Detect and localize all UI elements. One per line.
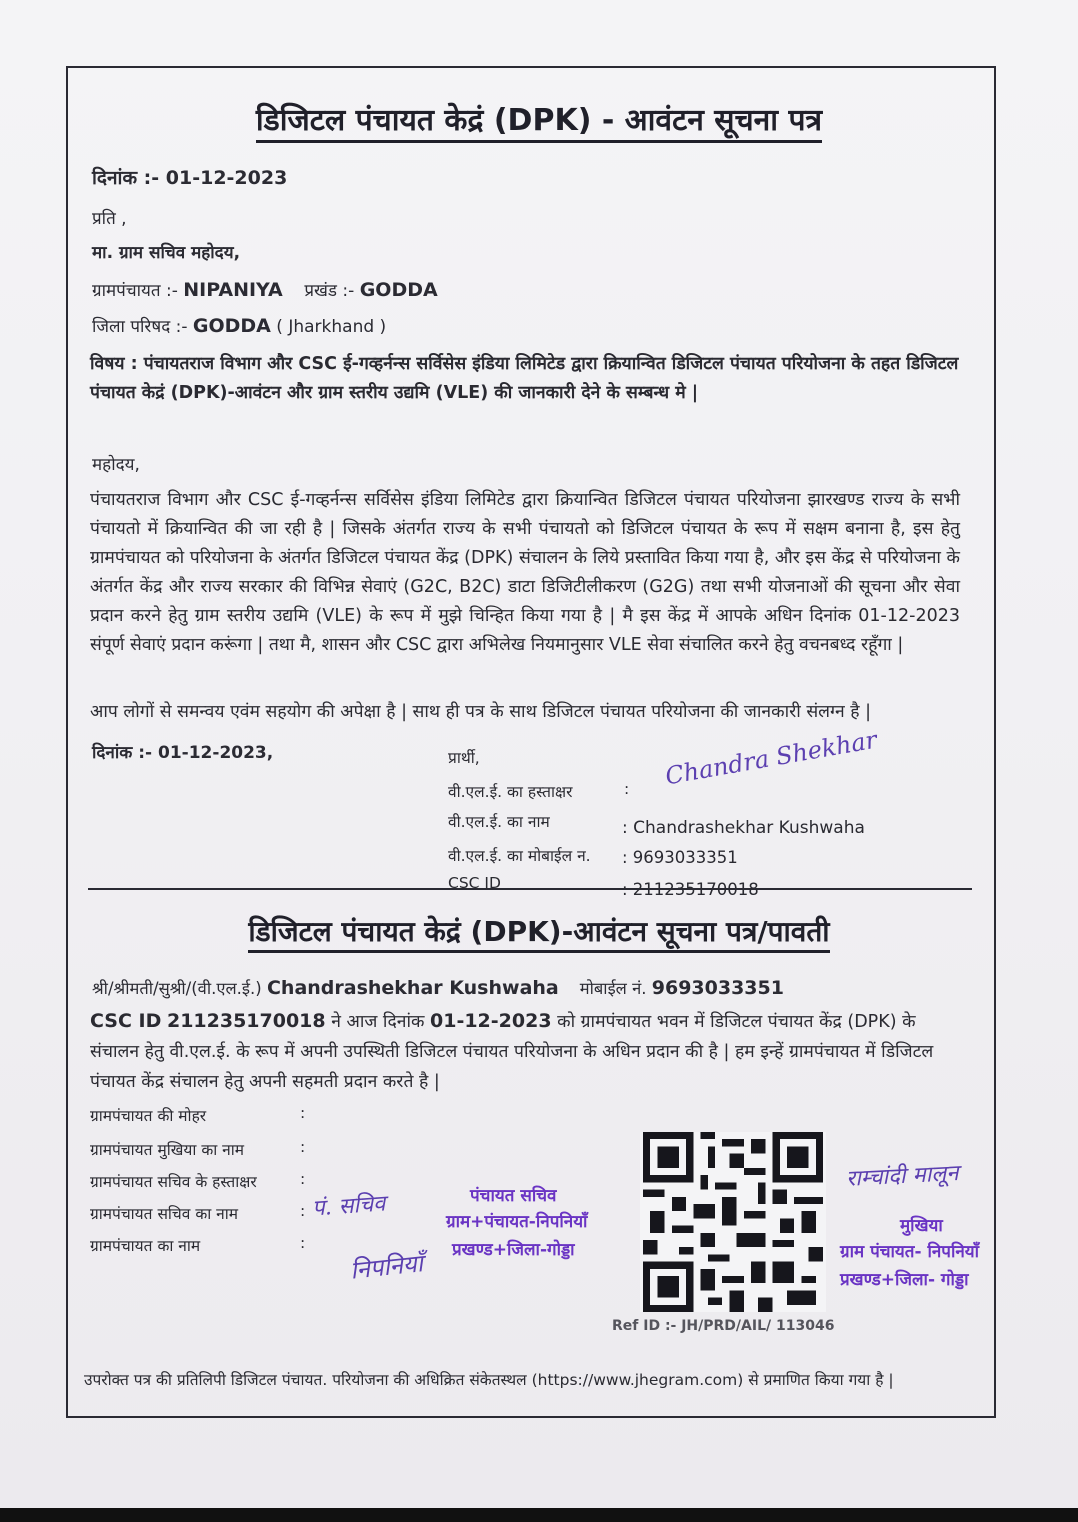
secretary-handwriting-2: निपनियाँ [348,1249,425,1285]
mukhiya-stamp-line-3: प्रखण्ड+जिला- गोड्डा [840,1270,969,1290]
secretary-handwriting-1: पं. सचिव [311,1191,387,1222]
secretary-stamp-line-1: पंचायत सचिव [470,1186,557,1206]
panchayat-block-line: ग्रामपंचायत :- NIPANIYA प्रखंड :- GODDA [92,279,438,301]
csc-id: : 211235170018 [622,880,759,899]
field-panchayat-colon: : [300,1234,306,1252]
subject: विषय : पंचायतराज विभाग और CSC ई-गव्हर्नन्स सर्विसेस इंडिया लिमिटेड द्वारा क्रियान्वित डिजिटल पंचायत परियोजना के तहत डिजिटल पंचायत केद्रं (DPK)-आवंटन और ग्राम स्तरीय उद्यमि (VLE) की जानकारी देने के सम्बन्ध मे | [90,354,959,403]
secretary-stamp-line-3: प्रखण्ड+जिला-गोड्डा [452,1240,575,1260]
field-secretary-sign-colon: : [300,1170,306,1188]
field-mukhiya-colon: : [300,1138,306,1156]
letter-body: पंचायतराज विभाग और CSC ई-गव्हर्नन्स सर्विसेस इंडिया लिमिटेड द्वारा क्रियान्वित डिजिटल पंचायत परियोजना झारखण्ड राज्य के सभी पंचायतो में क्रियान्वित की जा रही है | जिसके अंतर्गत राज्य के सभी पंचायतो को डिजिटल पंचायत के रूप में सक्षम बनाना है, इस हेतु ग्रामपंचायत को परियोजना के अंतर्गत डिजिटल पंचायत केंद्र (DPK) संचालन के लिये प्रस्तावित किया गया है, और इस केंद्र से परियोजना के अंतर्गत केंद्र और राज्य सरकार की विभिन्न सेवाएं (G2C, B2C) डाटा डिजिटीलीकरण (G2G) तथा सभी योजनाओं की सूचना और सेवा प्रदान करने हेतु ग्राम स्तरीय उद्यमि (VLE) के रूप में मुझे चिन्हित किया गया है | मै इस केंद्र में आपके अधिन दिनांक 01-12-2023 संपूर्ण सेवाएं प्रदान करूंगा | तथा मै, शासन और CSC द्वारा अभिलेख नियमानुसार VLE सेवा संचालित करने हेतु वचनबध्द रहूँगा | [90,490,960,655]
vle-signature: Chandra Shekhar [663,725,880,791]
date-line-2: दिनांक :- 01-12-2023, [92,743,274,763]
field-seal-colon: : [300,1104,306,1122]
vle-mobile-label: वी.एल.ई. का मोबाईल न. [448,847,591,865]
district-line: जिला परिषद :- GODDA ( Jharkhand ) [92,315,387,337]
receipt-body: CSC ID 211235170018 ने आज दिनांक 01-12-2023 को ग्रामपंचायत भवन में डिजिटल पंचायत केंद्र (DPK) के संचालन हेतु वी.एल.ई. के रूप में अपनी उपस्थिती डिजिटल पंचायत परियोजना के अधिन प्रदान की है | हम इन्हें ग्रामपंचायत में डिजिटल पंचायत केंद्र संचालन हेतु अपनी सहमती प्रदान करते है | [90,1010,934,1092]
csc-id-label: CSC ID [448,874,501,892]
prati-line: प्रति , [92,209,127,229]
field-seal: ग्रामपंचायत की मोहर [90,1107,207,1125]
receipt-name-line: श्री/श्रीमती/सुश्री/(वी.एल.ई.) Chandrashekhar Kushwaha मोबाईल नं. 9693033351 [92,977,784,999]
vle-name-label: वी.एल.ई. का नाम [448,813,550,831]
secretary-stamp-line-2: ग्राम+पंचायत-निपनियाँ [446,1212,588,1232]
footer-note: उपरोक्त पत्र की प्रतिलिपी डिजिटल पंचायत. परियोजना की अधिक्रित संकेतस्थल (https://www.jhegram.com) से प्रमाणित किया गया है | [84,1371,894,1389]
field-secretary-name: ग्रामपंचायत सचिव का नाम [90,1205,239,1223]
receipt-title: डिजिटल पंचायत केद्रं (DPK)-आवंटन सूचना पत्र/पावती [0,912,1078,950]
qr-code [640,1132,826,1312]
vle-mobile: : 9693033351 [622,848,738,867]
mukhiya-signature: राम्चांदी मालून [845,1161,960,1192]
addressee: मा. ग्राम सचिव महोदय, [92,243,241,263]
field-secretary-sign: ग्रामपंचायत सचिव के हस्ताक्षर [90,1173,257,1191]
mukhiya-stamp-line-1: मुखिया [900,1216,943,1236]
greeting: महोदय, [92,455,140,475]
request-line: आप लोगों से समन्वय एवंम सहयोग की अपेक्षा है | साथ ही पत्र के साथ डिजिटल पंचायत परियोजना की जानकारी संलग्न है | [90,702,871,722]
applicant-label: प्रार्थी, [448,749,480,767]
ref-id: Ref ID :- JH/PRD/AIL/ 113046 [612,1318,835,1334]
field-secretary-name-colon: : [300,1202,306,1220]
bottom-edge [0,1508,1078,1522]
vle-name: : Chandrashekhar Kushwaha [622,818,865,838]
field-panchayat: ग्रामपंचायत का नाम [90,1237,201,1255]
vle-signature-label: वी.एल.ई. का हस्ताक्षर [448,783,573,801]
vle-signature-colon: : [624,780,630,798]
field-mukhiya: ग्रामपंचायत मुखिया का नाम [90,1141,245,1159]
qr-code-graphic [640,1132,826,1312]
mukhiya-stamp-line-2: ग्राम पंचायत- निपनियाँ [840,1242,980,1262]
date-line: दिनांक :- 01-12-2023 [92,167,288,189]
page-title: डिजिटल पंचायत केद्रं (DPK) - आवंटन सूचना पत्र [0,98,1078,139]
section-divider [88,888,972,890]
